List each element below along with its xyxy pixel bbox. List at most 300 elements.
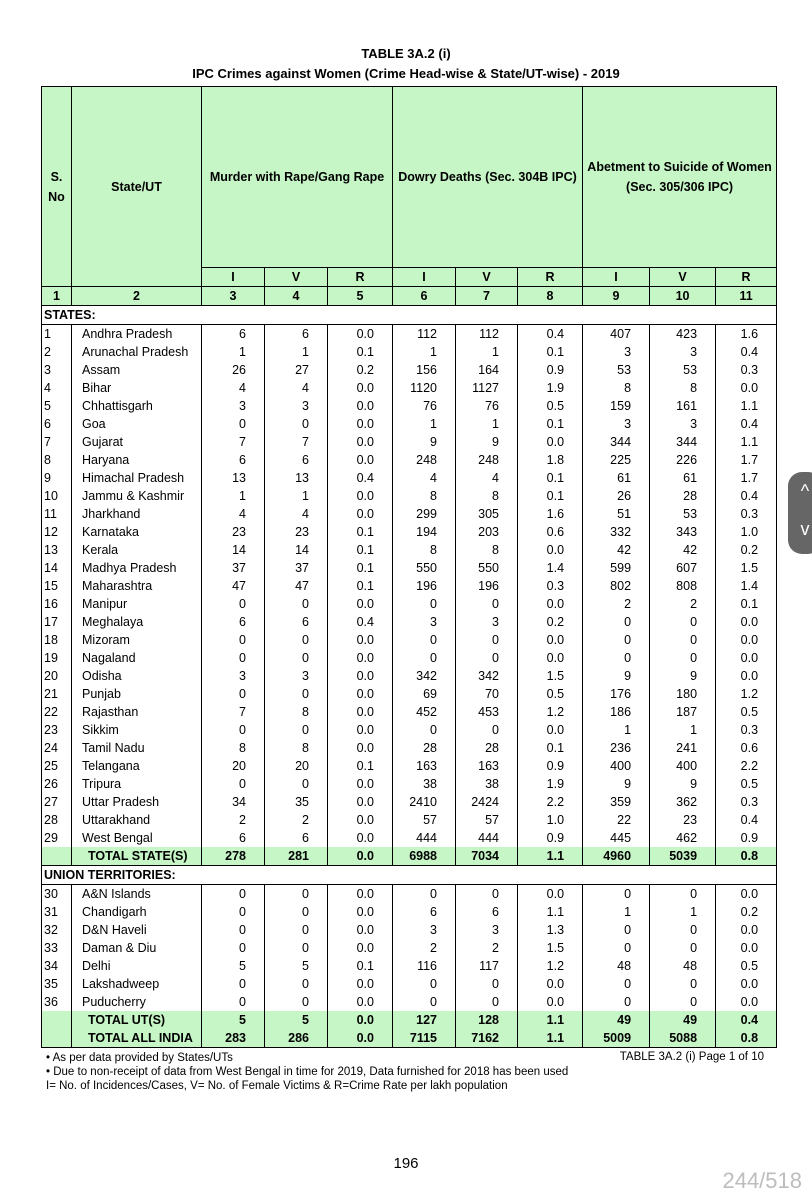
subheader-cell: V: [456, 268, 518, 287]
value-cell: 0: [265, 649, 328, 667]
serial-number: 15: [42, 577, 72, 595]
value-cell: 6: [202, 325, 265, 344]
value-cell: 400: [650, 757, 716, 775]
value-cell: 0.0: [518, 541, 583, 559]
value-cell: 0.0: [518, 631, 583, 649]
table-row: [42, 631, 777, 649]
state-name: Tripura: [72, 775, 202, 793]
value-cell: 0: [650, 613, 716, 631]
value-cell: 1.4: [518, 559, 583, 577]
value-cell: 1.3: [518, 921, 583, 939]
value-cell: 69: [393, 685, 456, 703]
column-number-cell: 10: [650, 287, 716, 306]
value-cell: 305: [456, 505, 518, 523]
value-cell: 0.0: [518, 595, 583, 613]
serial-number: 27: [42, 793, 72, 811]
value-cell: 0.0: [328, 903, 393, 921]
table-row: [42, 523, 777, 541]
value-cell: 53: [583, 361, 650, 379]
state-name: Andhra Pradesh: [72, 325, 202, 344]
value-cell: 0.0: [716, 975, 777, 993]
value-cell: 1.6: [518, 505, 583, 523]
value-cell: 176: [583, 685, 650, 703]
value-cell: 8: [456, 541, 518, 559]
serial-number: 18: [42, 631, 72, 649]
table-row: [42, 379, 777, 397]
state-name: Lakshadweep: [72, 975, 202, 993]
table-row: [42, 433, 777, 451]
section-heading-row: [42, 306, 777, 325]
value-cell: 0.0: [328, 739, 393, 757]
value-cell: 0.5: [716, 775, 777, 793]
value-cell: 423: [650, 325, 716, 344]
value-cell: 112: [456, 325, 518, 344]
value-cell: 2: [202, 811, 265, 829]
state-name: TOTAL ALL INDIA: [72, 1029, 202, 1048]
value-cell: 6: [265, 613, 328, 631]
value-cell: 0: [265, 939, 328, 957]
value-cell: 0.0: [328, 921, 393, 939]
header-murder-rape: Murder with Rape/Gang Rape: [202, 87, 393, 268]
serial-number: 20: [42, 667, 72, 685]
value-cell: 1.1: [518, 903, 583, 921]
table-row: [42, 559, 777, 577]
value-cell: 0.1: [518, 487, 583, 505]
value-cell: 0: [202, 775, 265, 793]
value-cell: 1120: [393, 379, 456, 397]
value-cell: 1: [202, 487, 265, 505]
value-cell: 1.5: [716, 559, 777, 577]
value-cell: 6: [265, 829, 328, 847]
serial-number: 33: [42, 939, 72, 957]
value-cell: 5088: [650, 1029, 716, 1048]
value-cell: 156: [393, 361, 456, 379]
value-cell: 42: [583, 541, 650, 559]
value-cell: 14: [202, 541, 265, 559]
value-cell: 28: [650, 487, 716, 505]
value-cell: 9: [650, 667, 716, 685]
value-cell: 0.3: [716, 361, 777, 379]
value-cell: 0.0: [328, 667, 393, 685]
value-cell: 0.1: [716, 595, 777, 613]
value-cell: 400: [583, 757, 650, 775]
serial-number: [42, 847, 72, 866]
value-cell: 0.1: [328, 523, 393, 541]
value-cell: 1: [650, 903, 716, 921]
value-cell: 407: [583, 325, 650, 344]
value-cell: 3: [393, 921, 456, 939]
value-cell: 53: [650, 361, 716, 379]
value-cell: 3: [202, 667, 265, 685]
serial-number: 35: [42, 975, 72, 993]
value-cell: 57: [393, 811, 456, 829]
value-cell: 0.0: [328, 487, 393, 505]
value-cell: 49: [650, 1011, 716, 1029]
value-cell: 0.2: [716, 903, 777, 921]
value-cell: 0.9: [716, 829, 777, 847]
value-cell: 0.0: [328, 721, 393, 739]
serial-number: 5: [42, 397, 72, 415]
value-cell: 0: [650, 631, 716, 649]
value-cell: 248: [393, 451, 456, 469]
value-cell: 283: [202, 1029, 265, 1048]
value-cell: 0.0: [328, 939, 393, 957]
value-cell: 445: [583, 829, 650, 847]
serial-number: 11: [42, 505, 72, 523]
serial-number: 34: [42, 957, 72, 975]
value-cell: 51: [583, 505, 650, 523]
value-cell: 0: [202, 415, 265, 433]
serial-number: 36: [42, 993, 72, 1011]
value-cell: 9: [583, 667, 650, 685]
value-cell: 3: [583, 343, 650, 361]
value-cell: 70: [456, 685, 518, 703]
value-cell: 1.4: [716, 577, 777, 595]
value-cell: 26: [202, 361, 265, 379]
table-row: [42, 343, 777, 361]
value-cell: 37: [265, 559, 328, 577]
state-name: Puducherry: [72, 993, 202, 1011]
serial-number: 28: [42, 811, 72, 829]
value-cell: 0: [583, 885, 650, 904]
table-row: [42, 469, 777, 487]
state-name: Rajasthan: [72, 703, 202, 721]
value-cell: 6: [202, 829, 265, 847]
column-number-cell: 4: [265, 287, 328, 306]
value-cell: 6: [265, 325, 328, 344]
value-cell: 8: [202, 739, 265, 757]
value-cell: 1.0: [518, 811, 583, 829]
value-cell: 5: [265, 957, 328, 975]
value-cell: 225: [583, 451, 650, 469]
value-cell: 0.0: [328, 451, 393, 469]
serial-number: 31: [42, 903, 72, 921]
value-cell: 1.7: [716, 469, 777, 487]
value-cell: 38: [393, 775, 456, 793]
state-name: Chandigarh: [72, 903, 202, 921]
value-cell: 226: [650, 451, 716, 469]
state-name: Mizoram: [72, 631, 202, 649]
value-cell: 0.0: [716, 939, 777, 957]
value-cell: 0.1: [328, 577, 393, 595]
value-cell: 76: [456, 397, 518, 415]
table-number: TABLE 3A.2 (i): [361, 46, 451, 61]
value-cell: 462: [650, 829, 716, 847]
value-cell: 49: [583, 1011, 650, 1029]
state-name: Bihar: [72, 379, 202, 397]
value-cell: 0.4: [716, 415, 777, 433]
value-cell: 1.1: [518, 847, 583, 866]
chevron-up-icon[interactable]: ^: [800, 481, 810, 501]
state-name: Jammu & Kashmir: [72, 487, 202, 505]
value-cell: 2: [265, 811, 328, 829]
value-cell: 3: [456, 921, 518, 939]
serial-number: 26: [42, 775, 72, 793]
value-cell: 599: [583, 559, 650, 577]
value-cell: 0.0: [518, 975, 583, 993]
value-cell: 0: [583, 649, 650, 667]
value-cell: 8: [393, 541, 456, 559]
value-cell: 0.1: [328, 957, 393, 975]
value-cell: 1: [393, 343, 456, 361]
value-cell: 0.0: [328, 793, 393, 811]
table-row: [42, 739, 777, 757]
value-cell: 4: [202, 505, 265, 523]
value-cell: 0.6: [716, 739, 777, 757]
value-cell: 42: [650, 541, 716, 559]
value-cell: 0: [265, 993, 328, 1011]
subheader-cell: I: [202, 268, 265, 287]
value-cell: 8: [456, 487, 518, 505]
value-cell: 0: [202, 993, 265, 1011]
value-cell: 0: [393, 595, 456, 613]
value-cell: 0: [456, 649, 518, 667]
value-cell: 0.0: [328, 595, 393, 613]
value-cell: 9: [393, 433, 456, 451]
value-cell: 0.0: [716, 993, 777, 1011]
value-cell: 9: [456, 433, 518, 451]
value-cell: 0.5: [716, 957, 777, 975]
serial-number: 30: [42, 885, 72, 904]
table-row: [42, 993, 777, 1011]
table-row: [42, 921, 777, 939]
value-cell: 1127: [456, 379, 518, 397]
value-cell: 0.0: [328, 829, 393, 847]
value-cell: 0.3: [716, 505, 777, 523]
value-cell: 0: [265, 775, 328, 793]
value-cell: 0.0: [328, 703, 393, 721]
value-cell: 0.0: [328, 975, 393, 993]
subheader-cell: R: [518, 268, 583, 287]
value-cell: 0.0: [716, 379, 777, 397]
crime-table: [41, 86, 777, 1048]
state-name: Uttar Pradesh: [72, 793, 202, 811]
value-cell: 0.4: [716, 487, 777, 505]
serial-number: 3: [42, 361, 72, 379]
value-cell: 5: [202, 1011, 265, 1029]
serial-number: 32: [42, 921, 72, 939]
value-cell: 0.8: [716, 847, 777, 866]
value-cell: 0.1: [518, 343, 583, 361]
value-cell: 0: [650, 993, 716, 1011]
value-cell: 3: [265, 667, 328, 685]
table-row: [42, 397, 777, 415]
section-heading-row: [42, 866, 777, 885]
value-cell: 0: [650, 921, 716, 939]
value-cell: 2: [650, 595, 716, 613]
table-row: [42, 757, 777, 775]
value-cell: 0.4: [518, 325, 583, 344]
value-cell: 3: [202, 397, 265, 415]
serial-number: 6: [42, 415, 72, 433]
value-cell: 0.1: [518, 415, 583, 433]
value-cell: 0.2: [328, 361, 393, 379]
value-cell: 53: [650, 505, 716, 523]
value-cell: 0.5: [716, 703, 777, 721]
column-number-cell: 9: [583, 287, 650, 306]
chevron-down-icon[interactable]: v: [800, 519, 810, 539]
value-cell: 0.3: [518, 577, 583, 595]
page-scroll-control[interactable]: [788, 472, 812, 554]
value-cell: 20: [265, 757, 328, 775]
header-sno: S. No: [42, 87, 72, 287]
value-cell: 1.9: [518, 775, 583, 793]
value-cell: 5: [265, 1011, 328, 1029]
value-cell: 0.1: [518, 739, 583, 757]
value-cell: 444: [393, 829, 456, 847]
table-row: [42, 957, 777, 975]
value-cell: 14: [265, 541, 328, 559]
table-row: [42, 361, 777, 379]
value-cell: 0.0: [518, 993, 583, 1011]
serial-number: 29: [42, 829, 72, 847]
value-cell: 0.1: [328, 757, 393, 775]
value-cell: 342: [393, 667, 456, 685]
state-name: Tamil Nadu: [72, 739, 202, 757]
table-row: [42, 505, 777, 523]
table-row: [42, 541, 777, 559]
value-cell: 1.0: [716, 523, 777, 541]
value-cell: 0: [650, 939, 716, 957]
state-name: TOTAL STATE(S): [72, 847, 202, 866]
value-cell: 0: [456, 595, 518, 613]
value-cell: 0: [202, 631, 265, 649]
value-cell: 7034: [456, 847, 518, 866]
state-name: Maharashtra: [72, 577, 202, 595]
value-cell: 0.0: [716, 667, 777, 685]
value-cell: 0.0: [328, 811, 393, 829]
value-cell: 0: [265, 685, 328, 703]
value-cell: 1: [265, 343, 328, 361]
value-cell: 35: [265, 793, 328, 811]
value-cell: 0: [456, 631, 518, 649]
serial-number: 9: [42, 469, 72, 487]
value-cell: 362: [650, 793, 716, 811]
value-cell: 0: [393, 649, 456, 667]
value-cell: 0: [265, 921, 328, 939]
value-cell: 0.0: [328, 1011, 393, 1029]
state-name: Haryana: [72, 451, 202, 469]
value-cell: 0: [202, 595, 265, 613]
value-cell: 0.4: [328, 469, 393, 487]
value-cell: 550: [456, 559, 518, 577]
value-cell: 8: [583, 379, 650, 397]
value-cell: 2410: [393, 793, 456, 811]
value-cell: 0.2: [518, 613, 583, 631]
value-cell: 0.0: [328, 505, 393, 523]
value-cell: 0: [202, 921, 265, 939]
value-cell: 23: [265, 523, 328, 541]
subheader-cell: I: [393, 268, 456, 287]
subheader-cell: R: [328, 268, 393, 287]
value-cell: 0: [265, 631, 328, 649]
value-cell: 2: [583, 595, 650, 613]
value-cell: 0: [202, 685, 265, 703]
value-cell: 5039: [650, 847, 716, 866]
state-name: Goa: [72, 415, 202, 433]
table-row: [42, 451, 777, 469]
value-cell: 0.0: [518, 721, 583, 739]
value-cell: 1.5: [518, 939, 583, 957]
value-cell: 48: [583, 957, 650, 975]
value-cell: 0.9: [518, 361, 583, 379]
serial-number: 12: [42, 523, 72, 541]
serial-number: 4: [42, 379, 72, 397]
value-cell: 6: [202, 613, 265, 631]
table-row: [42, 577, 777, 595]
value-cell: 0: [265, 595, 328, 613]
header-state: State/UT: [72, 87, 202, 287]
value-cell: 180: [650, 685, 716, 703]
serial-number: 23: [42, 721, 72, 739]
value-cell: 0.0: [328, 415, 393, 433]
value-cell: 7162: [456, 1029, 518, 1048]
value-cell: 9: [583, 775, 650, 793]
value-cell: 28: [456, 739, 518, 757]
value-cell: 5: [202, 957, 265, 975]
value-cell: 161: [650, 397, 716, 415]
state-name: Odisha: [72, 667, 202, 685]
value-cell: 0: [265, 415, 328, 433]
footnote-legend: I= No. of Incidences/Cases, V= No. of Female Victims & R=Crime Rate per lakh population: [46, 1080, 508, 1092]
value-cell: 0: [202, 939, 265, 957]
value-cell: 0.5: [518, 397, 583, 415]
value-cell: 112: [393, 325, 456, 344]
table-title: IPC Crimes against Women (Crime Head-wise & State/UT-wise) - 2019: [192, 66, 620, 81]
subheader-cell: V: [650, 268, 716, 287]
value-cell: 194: [393, 523, 456, 541]
value-cell: 452: [393, 703, 456, 721]
value-cell: 0.4: [716, 1011, 777, 1029]
total-row: [42, 847, 777, 866]
column-number-cell: 3: [202, 287, 265, 306]
serial-number: [42, 1029, 72, 1048]
column-number-cell: 11: [716, 287, 777, 306]
value-cell: 0: [456, 721, 518, 739]
value-cell: 0.0: [328, 379, 393, 397]
value-cell: 0: [202, 885, 265, 904]
table-row: [42, 793, 777, 811]
value-cell: 163: [393, 757, 456, 775]
value-cell: 203: [456, 523, 518, 541]
value-cell: 0.8: [716, 1029, 777, 1048]
serial-number: 17: [42, 613, 72, 631]
value-cell: 6: [265, 451, 328, 469]
value-cell: 1.5: [518, 667, 583, 685]
serial-number: 13: [42, 541, 72, 559]
value-cell: 0: [393, 631, 456, 649]
serial-number: 21: [42, 685, 72, 703]
value-cell: 3: [583, 415, 650, 433]
value-cell: 6: [202, 451, 265, 469]
value-cell: 1.2: [716, 685, 777, 703]
value-cell: 27: [265, 361, 328, 379]
value-cell: 0.0: [328, 649, 393, 667]
value-cell: 0: [393, 975, 456, 993]
section-heading: UNION TERRITORIES:: [42, 866, 777, 885]
serial-number: 1: [42, 325, 72, 344]
value-cell: 1.1: [716, 397, 777, 415]
value-cell: 0: [202, 975, 265, 993]
table-row: [42, 613, 777, 631]
value-cell: 0.3: [716, 793, 777, 811]
value-cell: 13: [202, 469, 265, 487]
value-cell: 0: [265, 975, 328, 993]
table-row: [42, 703, 777, 721]
serial-number: 10: [42, 487, 72, 505]
value-cell: 3: [393, 613, 456, 631]
value-cell: 1: [583, 903, 650, 921]
